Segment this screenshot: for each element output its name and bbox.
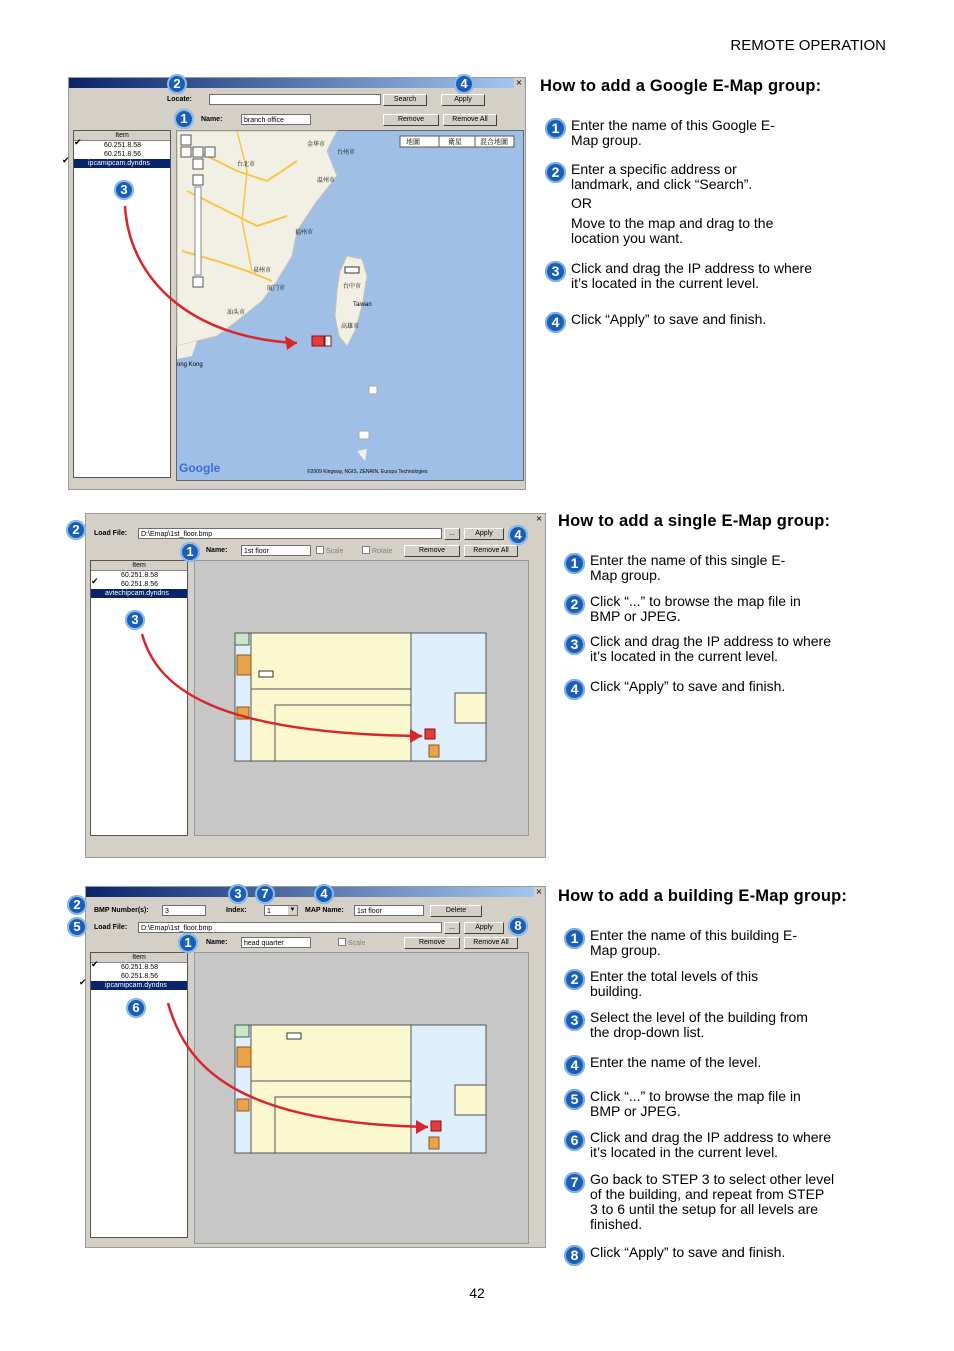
bmp-number-label: BMP Number(s): [94, 907, 149, 914]
google-step-2: 2 Enter a specific address or landmark, and click “Search”. [571, 162, 781, 192]
check-icon: ✔ [74, 138, 82, 148]
google-step-1: 1 Enter the name of this Google E-Map group. [571, 118, 781, 148]
building-step-5: 5 Click “...” to browse the map file in BMP or JPEG. [590, 1089, 820, 1119]
close-icon[interactable]: × [535, 514, 543, 523]
step-badge-1: 1 [178, 933, 198, 953]
google-emap-screenshot [62, 77, 526, 490]
step-badge-3: 3 [125, 610, 145, 630]
step-number-icon: 3 [545, 261, 566, 282]
single-section-title: How to add a single E-Map group: [558, 512, 831, 530]
map-place: 金华市 [307, 142, 326, 148]
drag-arrow [86, 514, 545, 857]
step-number-icon: 6 [564, 1130, 585, 1151]
step-number-icon: 3 [564, 634, 585, 655]
remove-button[interactable]: Remove [404, 545, 460, 557]
step-badge-2: 2 [167, 74, 187, 94]
map-place: 台州市 [337, 150, 356, 156]
step-number-icon: 3 [564, 1010, 585, 1031]
load-file-input[interactable]: D:\Emap\1st_floor.bmp [138, 922, 442, 933]
check-icon: ✔ [79, 978, 87, 988]
building-step-7: 7 Go back to STEP 3 to select other level of the building, and repeat from STEP 3 to 6 until the setup for all levels are finished. [590, 1172, 835, 1232]
building-step-6: 6 Click and drag the IP address to where it’s located in the current level. [590, 1130, 850, 1160]
apply-button[interactable]: Apply [441, 94, 485, 106]
name-input[interactable]: head quarter [241, 937, 311, 948]
map-label-taiwan: Taiwan [353, 302, 372, 308]
remove-all-button[interactable]: Remove All [464, 937, 518, 949]
google-logo: Google [179, 461, 221, 475]
name-label: Name: [206, 939, 228, 946]
page-number: 42 [469, 1285, 485, 1301]
bmp-number-input[interactable]: 3 [162, 905, 206, 916]
map-place: 汕头市 [227, 310, 246, 316]
apply-button[interactable]: Apply [464, 528, 504, 540]
list-item[interactable]: 60.251.8.56 [104, 151, 141, 158]
step-number-icon: 4 [545, 312, 566, 333]
step-number-icon: 2 [564, 969, 585, 990]
name-label: Name: [201, 116, 223, 123]
check-icon: ✔ [91, 577, 99, 587]
list-item-selected[interactable]: ✔ ipcamipcam.dyndns [74, 159, 170, 168]
remove-button[interactable]: Remove [404, 937, 460, 949]
map-name-input[interactable]: 1st floor [354, 905, 424, 916]
scale-checkbox[interactable]: Scale [338, 938, 366, 947]
name-input[interactable]: branch office [241, 114, 311, 125]
list-item-selected[interactable]: ✔ ipcamipcam.dyndns [91, 981, 187, 990]
building-step-4: 4 Enter the name of the level. [590, 1055, 830, 1070]
browse-button[interactable]: ... [444, 528, 460, 540]
building-step-2: 2 Enter the total levels of this building. [590, 969, 790, 999]
list-item[interactable]: ✔ 60.251.8.58 [74, 138, 141, 149]
step-badge-2: 2 [66, 520, 86, 540]
map-place: 高雄市 [341, 324, 360, 330]
step-number-icon: 2 [564, 594, 585, 615]
building-step-1: 1 Enter the name of this building E-Map group. [590, 928, 810, 958]
map-copyright: ©2009 Kingway, NGIS, ZENRIN, Europa Technologies [307, 469, 428, 475]
remove-all-button[interactable]: Remove All [464, 545, 518, 557]
step-number-icon: 2 [545, 162, 566, 183]
search-button[interactable]: Search [383, 94, 427, 106]
map-place: 台北市 [237, 162, 256, 168]
index-select[interactable]: 1 ▼ [264, 905, 298, 916]
delete-button[interactable]: Delete [430, 905, 482, 917]
step-number-icon: 1 [564, 928, 585, 949]
google-or-label: OR [571, 195, 592, 211]
step-number-icon: 8 [564, 1245, 585, 1266]
map-place: 泉州市 [253, 268, 272, 274]
chevron-down-icon: ▼ [289, 907, 296, 913]
map-place: 厦门市 [267, 286, 286, 292]
section-header: REMOTE OPERATION [730, 37, 886, 54]
step-badge-4: 4 [314, 884, 334, 904]
index-label: Index: [226, 907, 247, 914]
step-badge-6: 6 [126, 998, 146, 1018]
list-item[interactable]: ✔ 60.251.8.56 [91, 577, 158, 588]
list-item[interactable]: 60.251.8.56 [121, 973, 158, 980]
apply-button[interactable]: Apply [464, 922, 504, 934]
step-number-icon: 1 [564, 553, 585, 574]
step-badge-5: 5 [67, 917, 87, 937]
step-number-icon: 4 [564, 679, 585, 700]
single-step-2: 2 Click “...” to browse the map file in BMP or JPEG. [590, 594, 820, 624]
step-number-icon: 1 [545, 118, 566, 139]
step-badge-4: 4 [454, 74, 474, 94]
close-icon[interactable]: × [535, 887, 543, 896]
drag-arrow [69, 78, 525, 489]
step-badge-4: 4 [508, 525, 528, 545]
check-icon: ✔ [62, 156, 70, 166]
map-place: 温州市 [317, 178, 336, 184]
step-badge-3: 3 [114, 180, 134, 200]
step-badge-2: 2 [67, 895, 87, 915]
close-icon[interactable]: × [515, 78, 523, 87]
remove-button[interactable]: Remove [383, 114, 439, 126]
google-step-4: 4 Click “Apply” to save and finish. [571, 312, 831, 327]
step-badge-8: 8 [508, 916, 528, 936]
google-section-title: How to add a Google E-Map group: [540, 77, 822, 95]
step-badge-1: 1 [174, 109, 194, 129]
step-badge-1: 1 [180, 542, 200, 562]
google-or-text: Move to the map and drag to the location you want. [571, 215, 774, 246]
list-item[interactable]: ✔ 60.251.8.58 [91, 960, 158, 971]
name-input[interactable]: 1st floor [241, 545, 311, 556]
single-emap-screenshot [85, 513, 546, 858]
browse-button[interactable]: ... [444, 922, 460, 934]
rotate-checkbox[interactable]: Rotate [362, 546, 393, 555]
building-step-3: 3 Select the level of the building from the drop-down list. [590, 1010, 830, 1040]
map-place: 福州市 [295, 230, 314, 236]
map-label-hong-kong: ong Kong [177, 362, 203, 368]
scale-checkbox[interactable]: Scale [316, 546, 344, 555]
load-file-label: Load File: [94, 924, 128, 931]
step-number-icon: 4 [564, 1055, 585, 1076]
step-number-icon: 7 [564, 1172, 585, 1193]
list-header: Item [91, 561, 187, 571]
building-emap-screenshot [79, 886, 546, 1248]
check-icon: ✔ [91, 960, 99, 970]
single-step-4: 4 Click “Apply” to save and finish. [590, 679, 850, 694]
map-place: 台中市 [343, 284, 362, 290]
map-name-label: MAP Name: [305, 907, 344, 914]
single-step-3: 3 Click and drag the IP address to where it’s located in the current level. [590, 634, 850, 664]
map-tab-map[interactable]: 地圖 [406, 139, 420, 146]
building-section-title: How to add a building E-Map group: [558, 887, 848, 905]
load-file-label: Load File: [94, 530, 128, 537]
step-number-icon: 5 [564, 1089, 585, 1110]
locate-label: Locate: [167, 96, 192, 103]
step-badge-3: 3 [228, 884, 248, 904]
drag-arrow [86, 887, 545, 1247]
list-item[interactable]: 60.251.8.58 [121, 572, 158, 579]
single-step-1: 1 Enter the name of this single E-Map group. [590, 553, 800, 583]
list-header: Item [91, 953, 187, 963]
remove-all-button[interactable]: Remove All [443, 114, 497, 126]
list-item-selected[interactable]: avtechipcam.dyndns [91, 589, 187, 598]
map-tab-hybrid[interactable]: 混合地圖 [480, 139, 508, 146]
google-step-3: 3 Click and drag the IP address to where it’s located in the current level. [571, 261, 831, 291]
name-label: Name: [206, 547, 228, 554]
load-file-input[interactable]: D:\Emap\1st_floor.bmp [138, 528, 442, 539]
map-tab-satellite[interactable]: 衛星 [448, 139, 462, 146]
list-header: Item [74, 131, 170, 141]
step-badge-7: 7 [255, 884, 275, 904]
building-step-8: 8 Click “Apply” to save and finish. [590, 1245, 850, 1260]
